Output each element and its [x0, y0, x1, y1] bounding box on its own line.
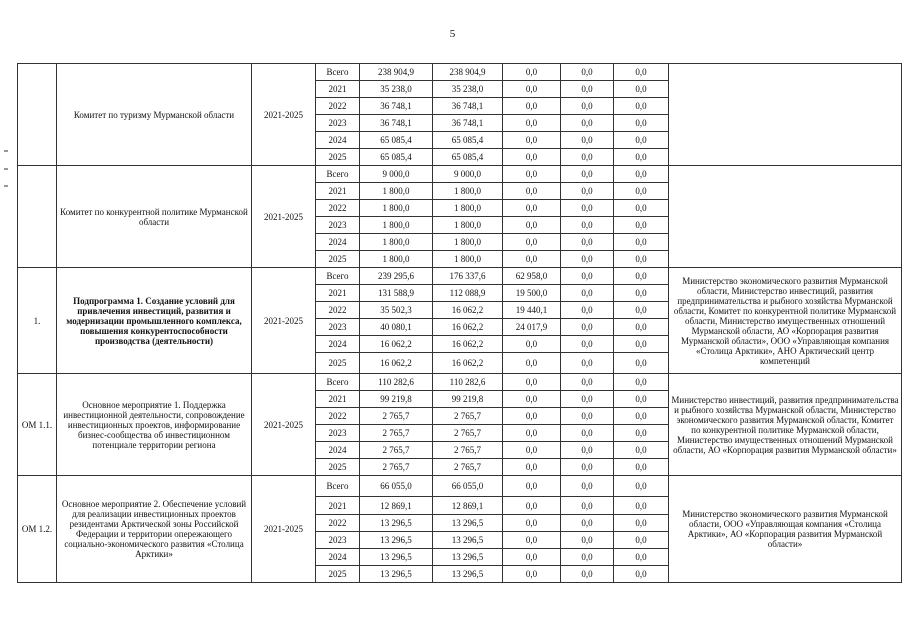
- row-name: Комитет по туризму Мурманской области: [57, 64, 252, 166]
- value-federal: 0,0: [503, 408, 561, 425]
- value-local: 0,0: [561, 353, 614, 374]
- value-federal: 0,0: [503, 476, 561, 497]
- year-cell: 2024: [316, 336, 360, 353]
- value-total: 1 800,0: [360, 251, 433, 268]
- value-federal: 0,0: [503, 115, 561, 132]
- value-regional: 176 337,6: [433, 268, 503, 285]
- value-federal: 0,0: [503, 166, 561, 183]
- year-cell: 2021: [316, 391, 360, 408]
- value-other: 0,0: [614, 374, 669, 391]
- year-cell: 2024: [316, 132, 360, 149]
- value-regional: 2 765,7: [433, 442, 503, 459]
- value-local: 0,0: [561, 425, 614, 442]
- year-cell: 2025: [316, 149, 360, 166]
- value-total: 110 282,6: [360, 374, 433, 391]
- value-total: 13 296,5: [360, 549, 433, 566]
- value-regional: 13 296,5: [433, 549, 503, 566]
- value-federal: 0,0: [503, 391, 561, 408]
- value-other: 0,0: [614, 302, 669, 319]
- page-number: 5: [449, 28, 456, 40]
- row-period: 2021-2025: [252, 166, 316, 268]
- value-regional: 13 296,5: [433, 515, 503, 532]
- value-federal: 0,0: [503, 183, 561, 200]
- value-federal: 0,0: [503, 251, 561, 268]
- row-executors: [669, 64, 902, 166]
- value-regional: 112 088,9: [433, 285, 503, 302]
- value-local: 0,0: [561, 166, 614, 183]
- value-regional: 12 869,1: [433, 497, 503, 515]
- value-other: 0,0: [614, 425, 669, 442]
- row-name: Основное мероприятие 2. Обеспечение условий для реализации инвестиционных проектов резидентами Арктической зоны Российской Федерации и территории опережающего социально-экономического развития «Столица Арктики»: [57, 476, 252, 583]
- value-local: 0,0: [561, 566, 614, 583]
- value-local: 0,0: [561, 515, 614, 532]
- value-local: 0,0: [561, 476, 614, 497]
- value-regional: 16 062,2: [433, 319, 503, 336]
- value-federal: 19 440,1: [503, 302, 561, 319]
- value-local: 0,0: [561, 217, 614, 234]
- value-federal: 0,0: [503, 566, 561, 583]
- value-local: 0,0: [561, 442, 614, 459]
- table-row: [18, 64, 902, 81]
- value-total: 36 748,1: [360, 98, 433, 115]
- year-cell: Всего: [316, 64, 360, 81]
- value-total: 2 765,7: [360, 459, 433, 476]
- value-other: 0,0: [614, 391, 669, 408]
- value-total: 16 062,2: [360, 336, 433, 353]
- year-cell: 2022: [316, 515, 360, 532]
- value-local: 0,0: [561, 302, 614, 319]
- value-regional: 2 765,7: [433, 425, 503, 442]
- value-total: 35 502,3: [360, 302, 433, 319]
- value-total: 239 295,6: [360, 268, 433, 285]
- value-total: 66 055,0: [360, 476, 433, 497]
- row-name: Комитет по конкурентной политике Мурманской области: [57, 166, 252, 268]
- value-regional: 16 062,2: [433, 302, 503, 319]
- value-total: 13 296,5: [360, 566, 433, 583]
- year-cell: 2024: [316, 549, 360, 566]
- value-other: 0,0: [614, 408, 669, 425]
- value-total: 131 588,9: [360, 285, 433, 302]
- value-federal: 0,0: [503, 353, 561, 374]
- value-other: 0,0: [614, 234, 669, 251]
- year-cell: 2025: [316, 353, 360, 374]
- value-regional: 1 800,0: [433, 200, 503, 217]
- value-local: 0,0: [561, 319, 614, 336]
- value-other: 0,0: [614, 217, 669, 234]
- value-other: 0,0: [614, 353, 669, 374]
- year-cell: 2021: [316, 81, 360, 98]
- value-other: 0,0: [614, 549, 669, 566]
- value-local: 0,0: [561, 391, 614, 408]
- row-code: [18, 166, 57, 268]
- value-other: 0,0: [614, 476, 669, 497]
- value-local: 0,0: [561, 497, 614, 515]
- value-total: 1 800,0: [360, 200, 433, 217]
- value-other: 0,0: [614, 81, 669, 98]
- value-federal: 0,0: [503, 374, 561, 391]
- value-regional: 65 085,4: [433, 149, 503, 166]
- row-executors: Министерство инвестиций, развития предпринимательства и рыбного хозяйства Мурманской области, Министерство экономического развития Мурманской области, Комитет по конкурентной политике Мурманской области, Министерство имущественных отношений Мурманской области, АО «Корпорация развития Мурманской области»: [669, 374, 902, 476]
- value-local: 0,0: [561, 549, 614, 566]
- value-federal: 0,0: [503, 200, 561, 217]
- value-regional: 13 296,5: [433, 566, 503, 583]
- year-cell: 2021: [316, 497, 360, 515]
- row-period: 2021-2025: [252, 374, 316, 476]
- row-name: Подпрограмма 1. Создание условий для привлечения инвестиций, развития и модернизации промышленного комплекса, повышения конкурентоспособности производства (деятельности): [57, 268, 252, 374]
- value-regional: 65 085,4: [433, 132, 503, 149]
- value-local: 0,0: [561, 183, 614, 200]
- value-federal: 0,0: [503, 515, 561, 532]
- value-total: 238 904,9: [360, 64, 433, 81]
- value-federal: 0,0: [503, 98, 561, 115]
- value-total: 1 800,0: [360, 183, 433, 200]
- value-local: 0,0: [561, 408, 614, 425]
- year-cell: 2023: [316, 115, 360, 132]
- value-federal: 0,0: [503, 459, 561, 476]
- value-regional: 110 282,6: [433, 374, 503, 391]
- value-other: 0,0: [614, 566, 669, 583]
- year-cell: 2025: [316, 459, 360, 476]
- value-federal: 0,0: [503, 532, 561, 549]
- value-other: 0,0: [614, 132, 669, 149]
- value-other: 0,0: [614, 115, 669, 132]
- value-regional: 66 055,0: [433, 476, 503, 497]
- table-row: [18, 476, 902, 497]
- value-other: 0,0: [614, 515, 669, 532]
- row-executors: [669, 166, 902, 268]
- value-total: 16 062,2: [360, 353, 433, 374]
- value-federal: 0,0: [503, 549, 561, 566]
- value-local: 0,0: [561, 532, 614, 549]
- value-local: 0,0: [561, 81, 614, 98]
- row-executors: Министерство экономического развития Мурманской области, Министерство инвестиций, развития предпринимательства и рыбного хозяйства Мурманской области, Комитет по конкурентной политике Мурманской области, Министерство имущественных отношений Мурманской области, АО «Корпорация развития Мурманской области», ООО «Управляющая компания «Столица Арктики», АНО Арктический центр компетенций: [669, 268, 902, 374]
- row-period: 2021-2025: [252, 268, 316, 374]
- value-other: 0,0: [614, 183, 669, 200]
- value-regional: 2 765,7: [433, 459, 503, 476]
- value-total: 36 748,1: [360, 115, 433, 132]
- year-cell: 2022: [316, 98, 360, 115]
- row-code: 1.: [18, 268, 57, 374]
- value-regional: 2 765,7: [433, 408, 503, 425]
- value-regional: 238 904,9: [433, 64, 503, 81]
- table-row: [18, 166, 902, 183]
- value-federal: 0,0: [503, 81, 561, 98]
- scan-mark: [4, 185, 8, 187]
- value-federal: 0,0: [503, 149, 561, 166]
- value-total: 65 085,4: [360, 132, 433, 149]
- value-federal: 0,0: [503, 425, 561, 442]
- value-local: 0,0: [561, 374, 614, 391]
- value-local: 0,0: [561, 285, 614, 302]
- value-regional: 1 800,0: [433, 217, 503, 234]
- value-other: 0,0: [614, 532, 669, 549]
- year-cell: Всего: [316, 268, 360, 285]
- row-code: ОМ 1.2.: [18, 476, 57, 583]
- value-local: 0,0: [561, 268, 614, 285]
- value-local: 0,0: [561, 115, 614, 132]
- value-local: 0,0: [561, 132, 614, 149]
- value-local: 0,0: [561, 200, 614, 217]
- year-cell: 2024: [316, 234, 360, 251]
- year-cell: 2022: [316, 302, 360, 319]
- value-regional: 16 062,2: [433, 336, 503, 353]
- value-total: 40 080,1: [360, 319, 433, 336]
- value-total: 1 800,0: [360, 234, 433, 251]
- value-other: 0,0: [614, 64, 669, 81]
- table-row: [18, 374, 902, 391]
- value-regional: 35 238,0: [433, 81, 503, 98]
- value-other: 0,0: [614, 166, 669, 183]
- value-regional: 99 219,8: [433, 391, 503, 408]
- year-cell: 2021: [316, 183, 360, 200]
- year-cell: Всего: [316, 374, 360, 391]
- value-other: 0,0: [614, 285, 669, 302]
- value-other: 0,0: [614, 336, 669, 353]
- value-federal: 0,0: [503, 132, 561, 149]
- value-total: 12 869,1: [360, 497, 433, 515]
- value-federal: 0,0: [503, 234, 561, 251]
- value-federal: 24 017,9: [503, 319, 561, 336]
- value-other: 0,0: [614, 497, 669, 515]
- value-total: 2 765,7: [360, 442, 433, 459]
- value-regional: 13 296,5: [433, 532, 503, 549]
- value-total: 99 219,8: [360, 391, 433, 408]
- value-federal: 0,0: [503, 497, 561, 515]
- value-local: 0,0: [561, 64, 614, 81]
- row-name: Основное мероприятие 1. Поддержка инвестиционной деятельности, сопровождение инвестиционных проектов, информирование бизнес-сообщества об инвестиционном потенциале территории региона: [57, 374, 252, 476]
- value-other: 0,0: [614, 459, 669, 476]
- year-cell: 2025: [316, 566, 360, 583]
- value-regional: 1 800,0: [433, 234, 503, 251]
- row-executors: Министерство экономического развития Мурманской области, ООО «Управляющая компания «Столица Арктики», АО «Корпорация развития Мурманской области»: [669, 476, 902, 583]
- value-total: 2 765,7: [360, 408, 433, 425]
- value-local: 0,0: [561, 336, 614, 353]
- year-cell: 2024: [316, 442, 360, 459]
- value-local: 0,0: [561, 251, 614, 268]
- value-total: 13 296,5: [360, 532, 433, 549]
- value-other: 0,0: [614, 442, 669, 459]
- value-other: 0,0: [614, 268, 669, 285]
- value-regional: 36 748,1: [433, 98, 503, 115]
- value-other: 0,0: [614, 200, 669, 217]
- value-federal: 0,0: [503, 336, 561, 353]
- row-period: 2021-2025: [252, 64, 316, 166]
- year-cell: Всего: [316, 476, 360, 497]
- value-federal: 0,0: [503, 64, 561, 81]
- value-total: 1 800,0: [360, 217, 433, 234]
- year-cell: 2023: [316, 532, 360, 549]
- value-total: 35 238,0: [360, 81, 433, 98]
- value-regional: 36 748,1: [433, 115, 503, 132]
- year-cell: 2022: [316, 408, 360, 425]
- value-total: 65 085,4: [360, 149, 433, 166]
- year-cell: 2023: [316, 217, 360, 234]
- year-cell: 2025: [316, 251, 360, 268]
- year-cell: Всего: [316, 166, 360, 183]
- value-federal: 62 958,0: [503, 268, 561, 285]
- value-other: 0,0: [614, 251, 669, 268]
- value-total: 13 296,5: [360, 515, 433, 532]
- value-other: 0,0: [614, 98, 669, 115]
- table-row: [18, 268, 902, 285]
- value-other: 0,0: [614, 149, 669, 166]
- value-regional: 1 800,0: [433, 251, 503, 268]
- row-period: 2021-2025: [252, 476, 316, 583]
- value-regional: 16 062,2: [433, 353, 503, 374]
- value-local: 0,0: [561, 234, 614, 251]
- value-other: 0,0: [614, 319, 669, 336]
- value-total: 9 000,0: [360, 166, 433, 183]
- year-cell: 2021: [316, 285, 360, 302]
- year-cell: 2022: [316, 200, 360, 217]
- year-cell: 2023: [316, 425, 360, 442]
- scan-mark: [4, 168, 8, 170]
- value-local: 0,0: [561, 149, 614, 166]
- row-code: ОМ 1.1.: [18, 374, 57, 476]
- value-local: 0,0: [561, 459, 614, 476]
- value-total: 2 765,7: [360, 425, 433, 442]
- value-regional: 1 800,0: [433, 183, 503, 200]
- budget-table: [17, 63, 902, 583]
- value-federal: 0,0: [503, 442, 561, 459]
- row-code: [18, 64, 57, 166]
- value-federal: 19 500,0: [503, 285, 561, 302]
- value-federal: 0,0: [503, 217, 561, 234]
- scan-mark: [4, 150, 8, 152]
- value-regional: 9 000,0: [433, 166, 503, 183]
- value-local: 0,0: [561, 98, 614, 115]
- year-cell: 2023: [316, 319, 360, 336]
